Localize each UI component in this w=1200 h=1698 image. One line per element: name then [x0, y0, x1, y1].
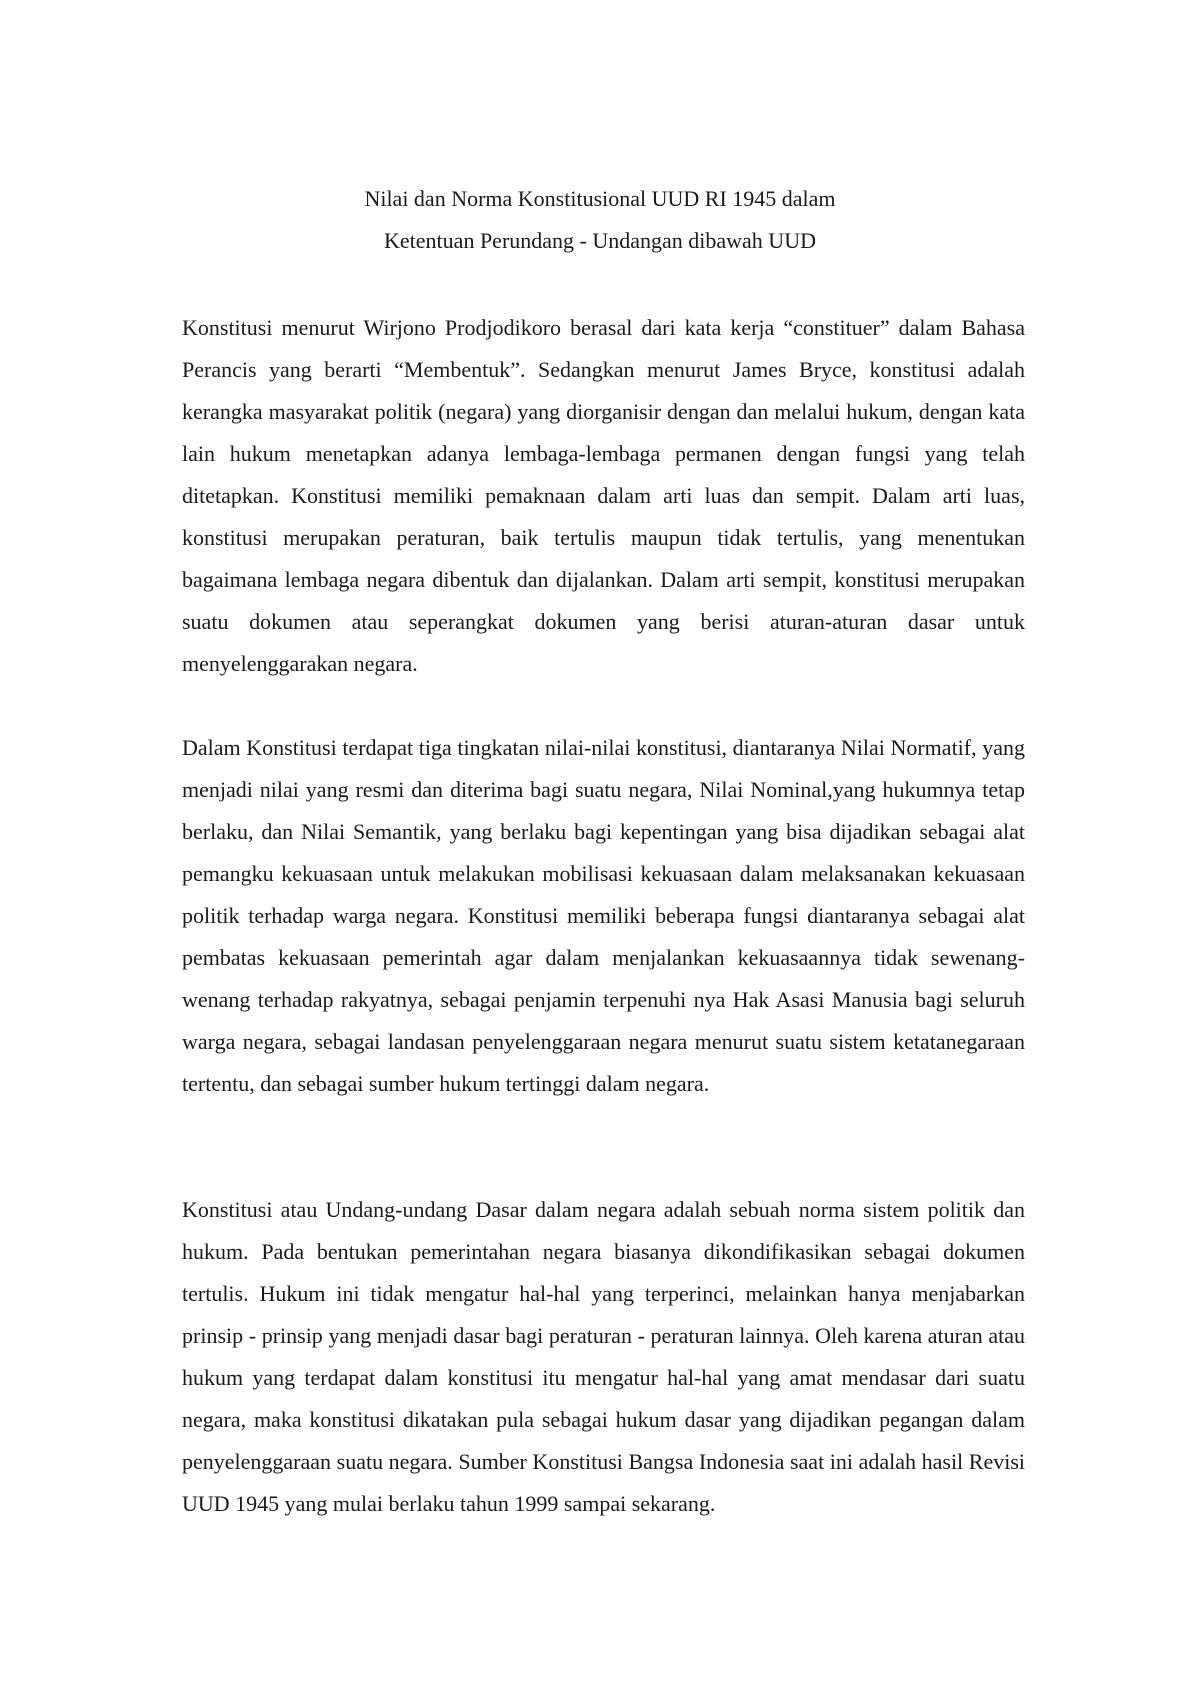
title-line-2: Ketentuan Perundang - Undangan dibawah UUD: [384, 228, 816, 253]
paragraph-nilai-konstitusi: Dalam Konstitusi terdapat tiga tingkatan nilai-nilai konstitusi, diantaranya Nilai Normatif, yang menjadi nilai yang resmi dan diterima bagi suatu negara, Nilai Nominal,yang hukumnya tetap berlaku, dan Nilai Semantik, yang berlaku bagi kepentingan yang bisa dijadikan sebagai alat pemangku kekuasaan untuk melakukan mobilisasi kekuasaan dalam melaksanakan kekuasaan politik terhadap warga negara. Konstitusi memiliki beberapa fungsi diantaranya sebagai alat pembatas kekuasaan pemerintah agar dalam menjalankan kekuasaannya tidak sewenang-wenang terhadap rakyatnya, sebagai penjamin terpenuhi nya Hak Asasi Manusia bagi seluruh warga negara, sebagai landasan penyelenggaraan negara menurut suatu sistem ketatanegaraan tertentu, dan sebagai sumber hukum tertinggi dalam negara.: [182, 735, 1025, 1096]
paragraph-konstitusi-definition: Konstitusi menurut Wirjono Prodjodikoro berasal dari kata kerja “constituer” dalam Bahasa Perancis yang berarti “Membentuk”. Sedangkan menurut James Bryce, konstitusi adalah kerangka masyarakat politik (negara) yang diorganisir dengan dan melalui hukum, dengan kata lain hukum menetapkan adanya lembaga-lembaga permanen dengan fungsi yang telah ditetapkan. Konstitusi memiliki pemaknaan dalam arti luas dan sempit. Dalam arti luas, konstitusi merupakan peraturan, baik tertulis maupun tidak tertulis, yang menentukan bagaimana lembaga negara dibentuk dan dijalankan. Dalam arti sempit, konstitusi merupakan suatu dokumen atau seperangkat dokumen yang berisi aturan-aturan dasar untuk menyelenggarakan negara.: [182, 315, 1025, 676]
paragraph-undang-undang-dasar: Konstitusi atau Undang-undang Dasar dalam negara adalah sebuah norma sistem politik dan hukum. Pada bentukan pemerintahan negara biasanya dikondifikasikan sebagai dokumen tertulis. Hukum ini tidak mengatur hal-hal yang terperinci, melainkan hanya menjabarkan prinsip - prinsip yang menjadi dasar bagi peraturan - peraturan lainnya. Oleh karena aturan atau hukum yang terdapat dalam konstitusi itu mengatur hal-hal yang amat mendasar dari suatu negara, maka konstitusi dikatakan pula sebagai hukum dasar yang dijadikan pegangan dalam penyelenggaraan suatu negara. Sumber Konstitusi Bangsa Indonesia saat ini adalah hasil Revisi UUD 1945 yang mulai berlaku tahun 1999 sampai sekarang.: [182, 1197, 1025, 1516]
title-line-1: Nilai dan Norma Konstitusional UUD RI 1945 dalam: [364, 186, 836, 211]
document-title: [0, 178, 1200, 262]
